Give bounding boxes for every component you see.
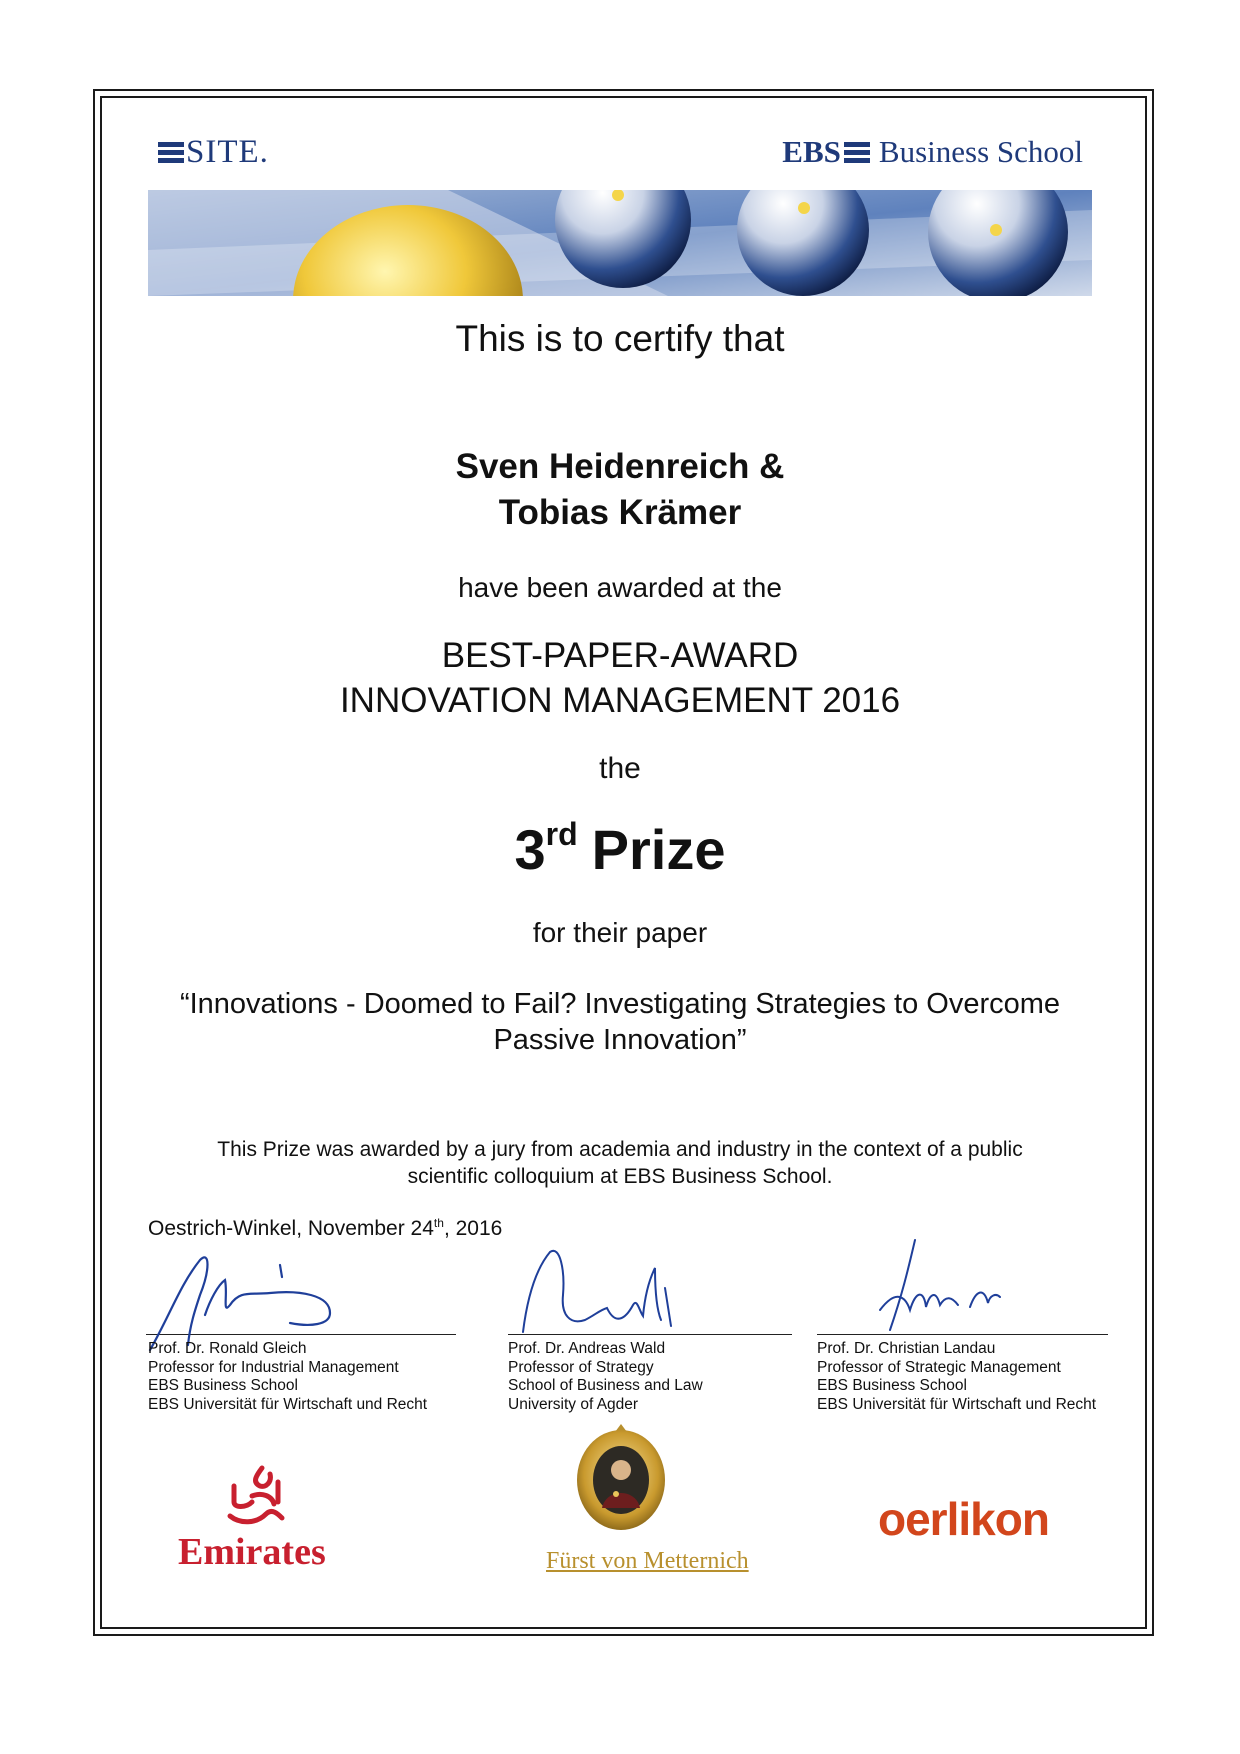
signature-line-1 xyxy=(146,1334,456,1335)
site-logo-bars-icon xyxy=(158,142,184,163)
prize-word: Prize xyxy=(591,818,726,881)
recipient-names xyxy=(0,444,1240,536)
signatory-2 xyxy=(508,1340,703,1414)
signatory-title: Professor of Strategic Management xyxy=(817,1358,1061,1376)
place-date-year: , 2016 xyxy=(443,1217,503,1240)
recipient-line-1: Sven Heidenreich & xyxy=(455,447,785,486)
chrome-spheres-image xyxy=(148,190,1092,296)
award-line-1: BEST-PAPER-AWARD xyxy=(441,636,799,675)
signatory-name: Prof. Dr. Andreas Wald xyxy=(508,1340,666,1357)
prize-suffix: rd xyxy=(545,816,578,852)
prize-title xyxy=(0,816,1240,882)
ebs-logo-bars-icon xyxy=(844,142,870,163)
signature-line-2 xyxy=(508,1334,792,1335)
place-and-date xyxy=(148,1216,502,1241)
signatory-org: EBS Universität für Wirtschaft und Recht xyxy=(148,1395,428,1413)
signatory-org: EBS Business School xyxy=(817,1377,967,1394)
ebs-logo xyxy=(782,132,1083,172)
signatory-1 xyxy=(148,1340,427,1414)
signature-line-3 xyxy=(817,1334,1108,1335)
signatory-3 xyxy=(817,1340,1096,1414)
awarded-text: have been awarded at the xyxy=(458,572,782,603)
jury-statement-line-2: scientific colloquium at EBS Business School. xyxy=(407,1165,833,1188)
place-date-suffix: th xyxy=(433,1216,444,1230)
site-logo xyxy=(158,132,269,172)
ebs-logo-text: Business School xyxy=(878,134,1083,169)
paper-title-line-1: “Innovations - Doomed to Fail? Investigating Strategies to Overcome xyxy=(179,988,1061,1020)
recipient-line-2: Tobias Krämer xyxy=(498,493,742,532)
signatory-org: University of Agder xyxy=(508,1395,639,1413)
for-paper-text: for their paper xyxy=(532,917,708,948)
ebs-logo-mark: EBS xyxy=(782,134,841,169)
award-name xyxy=(0,633,1240,723)
emirates-logo: Emirates xyxy=(178,1531,326,1573)
oerlikon-logo: oerlikon xyxy=(878,1493,1049,1545)
paper-title xyxy=(0,986,1240,1058)
certify-intro: This is to certify that xyxy=(455,318,785,359)
signatory-title: Professor for Industrial Management xyxy=(148,1358,399,1376)
signatory-org: EBS Universität für Wirtschaft und Recht xyxy=(817,1395,1097,1413)
metternich-logo: Fürst von Metternich xyxy=(546,1548,749,1574)
signatory-name: Prof. Dr. Ronald Gleich xyxy=(148,1340,307,1357)
paper-title-line-2: Passive Innovation” xyxy=(493,1024,747,1056)
signatory-org: EBS Business School xyxy=(148,1377,298,1394)
the-text: the xyxy=(599,752,641,785)
site-logo-text: SITE. xyxy=(186,133,269,170)
award-line-2: INNOVATION MANAGEMENT 2016 xyxy=(339,681,901,720)
prize-number: 3 xyxy=(514,818,546,881)
header-banner-image xyxy=(148,190,1092,296)
signatory-name: Prof. Dr. Christian Landau xyxy=(817,1340,996,1357)
signatory-title: Professor of Strategy xyxy=(508,1358,654,1376)
place-date-main: Oestrich-Winkel, November 24 xyxy=(148,1217,434,1240)
jury-statement-line-1: This Prize was awarded by a jury from academia and industry in the context of a public xyxy=(217,1138,1023,1161)
signatory-org: School of Business and Law xyxy=(508,1377,703,1394)
jury-statement xyxy=(0,1136,1240,1190)
